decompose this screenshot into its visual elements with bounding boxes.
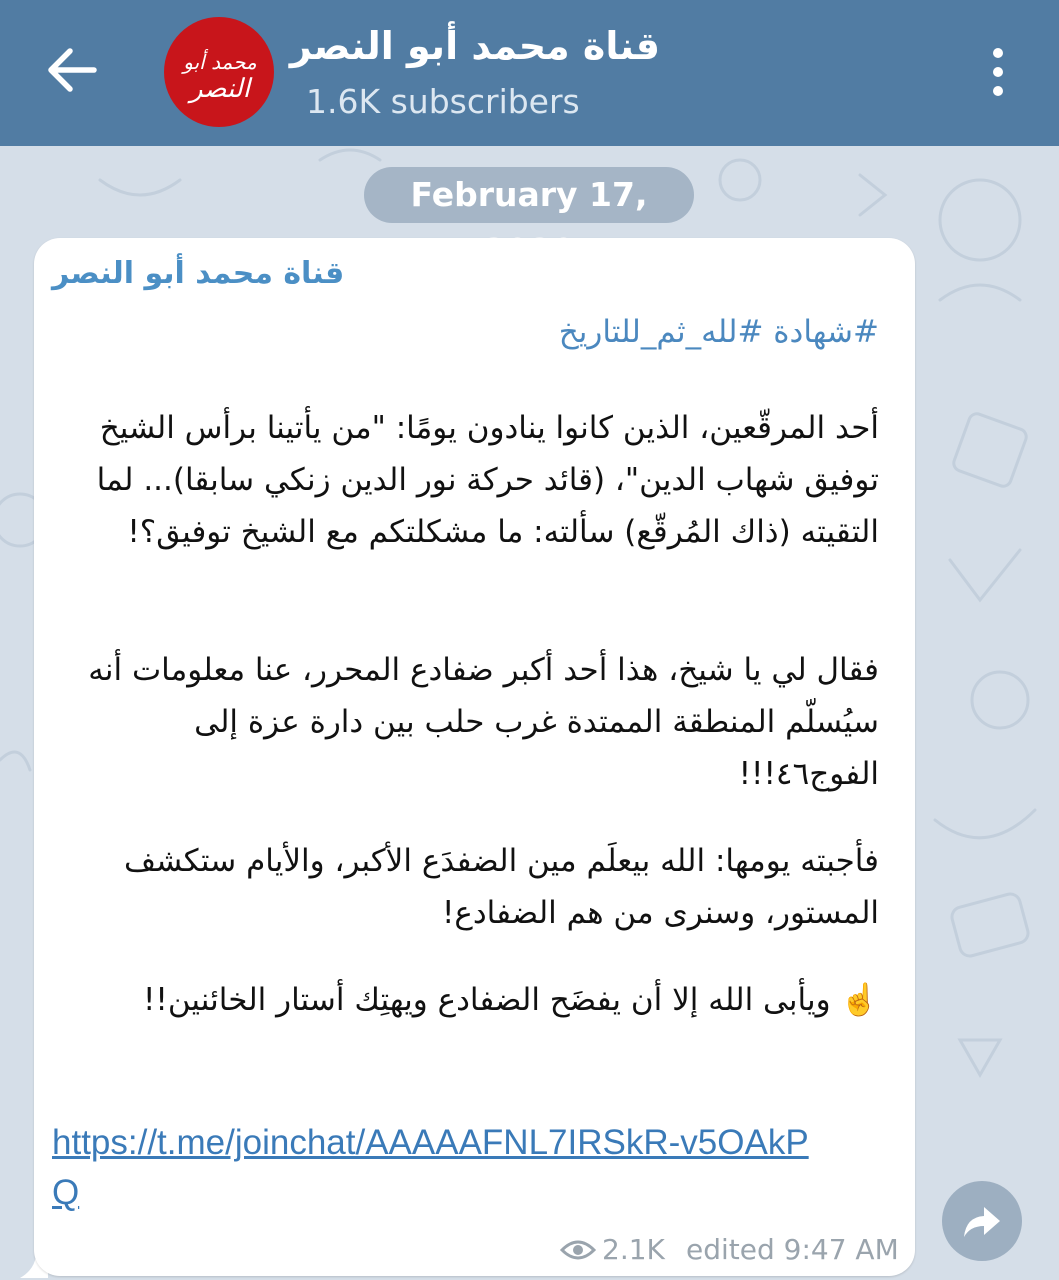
date-separator: February 17, bbox=[364, 167, 694, 223]
message-paragraph: ☝️ ويأبى الله إلا أن يفضَح الضفادع ويهتِك أستار الخائنين!! bbox=[142, 982, 879, 1018]
subscriber-count: 1.6K subscribers bbox=[306, 82, 580, 121]
channel-header bbox=[0, 0, 1059, 146]
message-sender[interactable]: قناة محمد أبو النصر bbox=[52, 256, 345, 291]
avatar-logo bbox=[164, 17, 274, 127]
menu-button[interactable] bbox=[978, 44, 1018, 100]
message-paragraph: أحد المرقّعين، الذين كانوا ينادون يومًا: "من يأتينا برأس الشيخ توفيق شهاب الدين"، (قائد حركة نور الدين زنكي سابقا)... لما التقيته (ذاك المُرقّع) سألته: ما مشكلتكم مع الشيخ توفيق؟! bbox=[96, 410, 879, 550]
share-button[interactable] bbox=[942, 1181, 1022, 1261]
eye-icon bbox=[560, 1238, 596, 1262]
share-arrow-icon bbox=[960, 1199, 1004, 1243]
invite-link[interactable]: https://t.me/joinchat/AAAAAFNL7IRSkR-v5OAkPQ bbox=[52, 1123, 809, 1212]
message-paragraph: فقال لي يا شيخ، هذا أحد أكبر ضفادع المحرر، عنا معلومات أنه سيُسلّم المنطقة الممتدة غرب حلب بين دارة عزة إلى الفوج٤٦!!! bbox=[88, 652, 879, 792]
message-bubble[interactable] bbox=[34, 238, 915, 1276]
svg-text:محمد أبو: محمد أبو bbox=[183, 50, 257, 74]
channel-avatar[interactable] bbox=[164, 17, 274, 127]
message-meta bbox=[560, 1228, 905, 1272]
channel-title[interactable]: قناة محمد أبو النصر bbox=[289, 24, 660, 68]
svg-text:النصر: النصر bbox=[190, 74, 250, 104]
message-paragraph: فأجبته يومها: الله بيعلَم مين الضفدَع الأكبر، والأيام ستكشف المستور، وسنرى من هم الضفادع! bbox=[124, 843, 879, 931]
back-button[interactable] bbox=[40, 38, 104, 102]
arrow-left-icon bbox=[40, 38, 104, 102]
message-hashtags[interactable]: #شهادة #لله_ثم_للتاريخ bbox=[558, 314, 879, 350]
view-count: 2.1K bbox=[602, 1233, 665, 1266]
dots-vertical-icon bbox=[978, 44, 1018, 100]
edited-time: edited 9:47 AM bbox=[686, 1233, 899, 1266]
